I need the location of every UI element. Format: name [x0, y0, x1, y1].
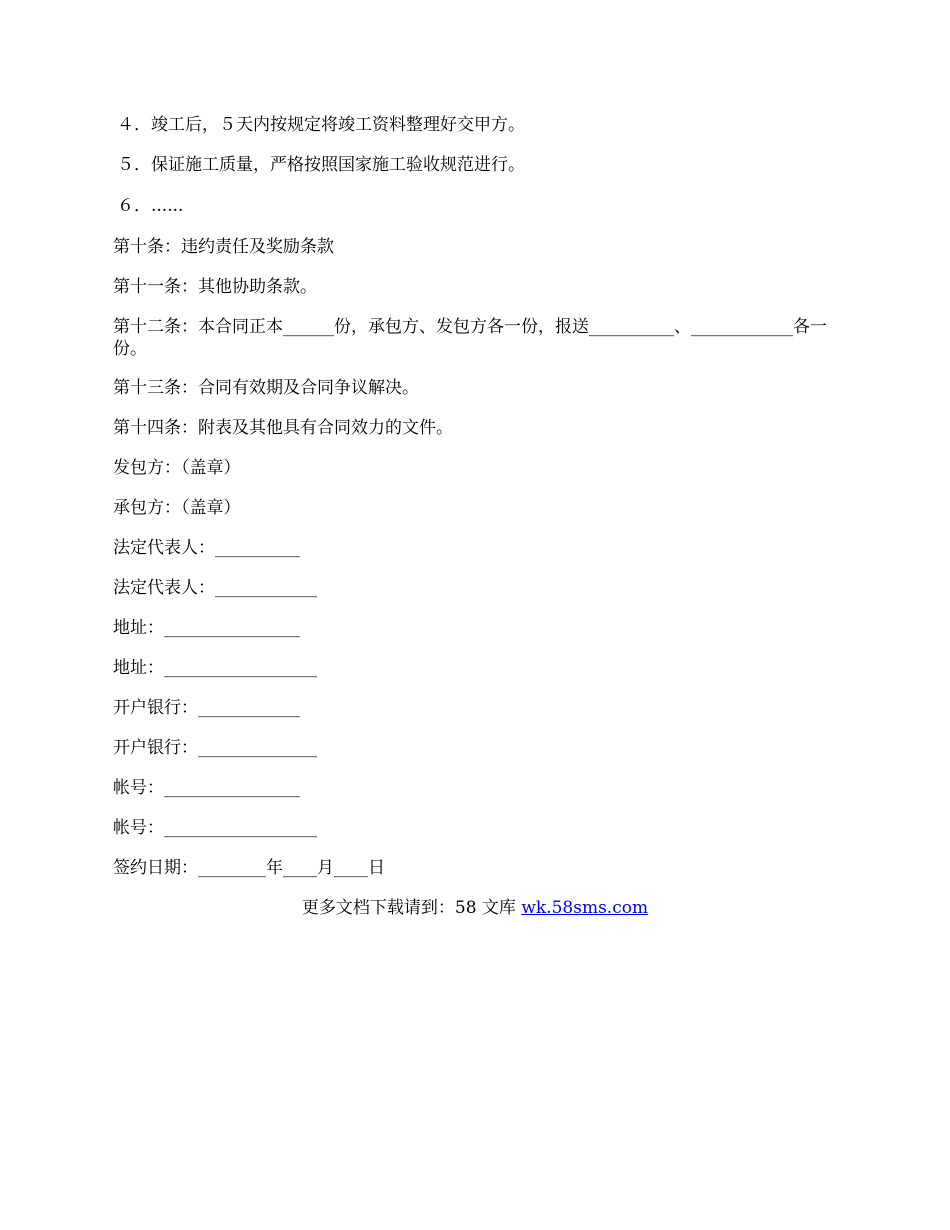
legal-representative-a: 法定代表人：__________ — [113, 538, 300, 558]
signing-date: 签约日期：________年____月____日 — [113, 858, 385, 878]
bank-a: 开户银行：____________ — [113, 698, 300, 718]
account-b: 帐号：__________________ — [113, 818, 317, 838]
party-a-seal: 发包方：（盖章） — [113, 458, 241, 478]
clause-item-6: ６．...... — [117, 196, 184, 216]
legal-representative-b: 法定代表人：____________ — [113, 578, 317, 598]
download-footer — [0, 897, 950, 919]
account-a: 帐号：________________ — [113, 778, 300, 798]
article-13: 第十三条：合同有效期及合同争议解决。 — [113, 378, 419, 398]
clause-item-5: ５．保证施工质量，严格按照国家施工验收规范进行。 — [117, 155, 525, 175]
party-b-seal: 承包方：（盖章） — [113, 498, 241, 518]
article-11: 第十一条：其他协助条款。 — [113, 277, 317, 297]
footer-text: 更多文档下载请到：58 文库 — [301, 898, 522, 918]
address-b: 地址：__________________ — [113, 658, 317, 678]
bank-b: 开户银行：______________ — [113, 738, 317, 758]
article-14: 第十四条：附表及其他具有合同效力的文件。 — [113, 418, 453, 438]
article-12: 第十二条：本合同正本______份，承包方、发包方各一份，报送__________、____________各一份。 — [113, 317, 827, 359]
footer-link[interactable]: wk.58sms.com — [521, 898, 649, 918]
clause-item-4: ４．竣工后，５天内按规定将竣工资料整理好交甲方。 — [117, 115, 525, 135]
address-a: 地址：________________ — [113, 618, 300, 638]
article-10: 第十条：违约责任及奖励条款 — [113, 237, 334, 257]
